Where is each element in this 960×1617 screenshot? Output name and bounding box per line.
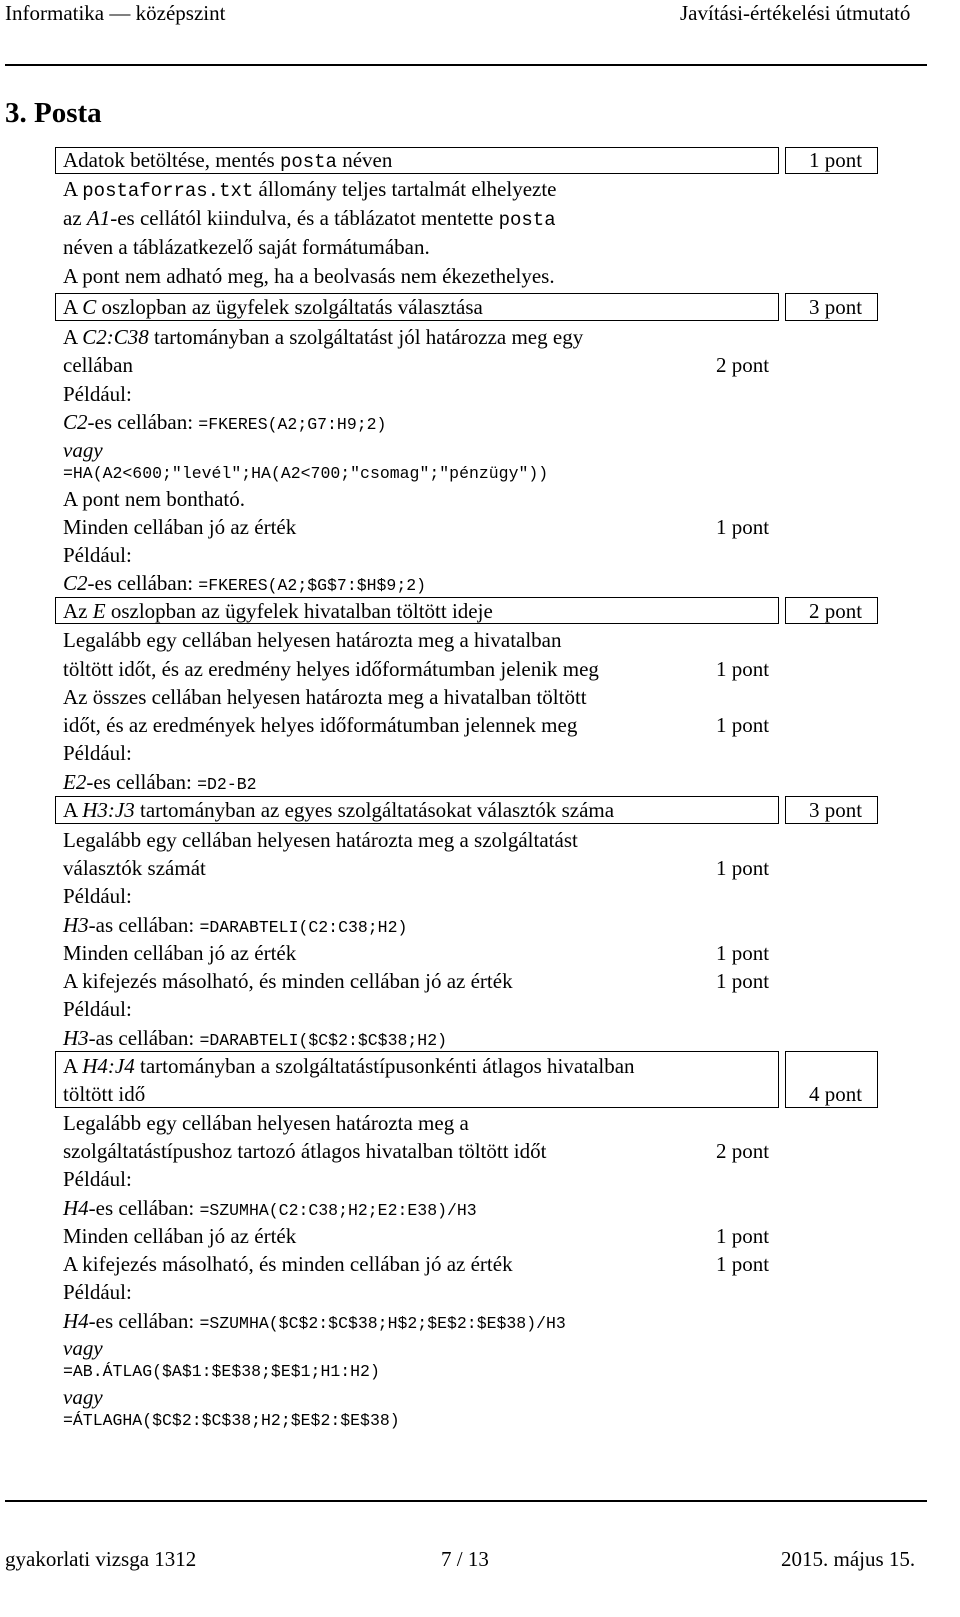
example-label: Például: <box>63 1167 132 1191</box>
header-left: Informatika — középszint <box>5 1 226 25</box>
formula-example: H3-as cellában: =DARABTELI($C$2:$C$38;H2) <box>63 1026 447 1050</box>
footer-page-number: 7 / 13 <box>441 1547 489 1571</box>
example-label: Például: <box>63 884 132 908</box>
criterion-text: cellában <box>63 353 133 377</box>
points-label: 2 pont <box>809 599 863 623</box>
criterion-text: töltött idő <box>63 1082 146 1106</box>
criterion-text: A H3:J3 tartományban az egyes szolgáltatásokat választók száma <box>63 798 615 822</box>
example-label: Például: <box>63 543 132 567</box>
or-label: vagy <box>63 1385 103 1409</box>
formula-example: =ÁTLAGHA($C$2:$C$38;H2;$E$2:$E$38) <box>63 1411 400 1430</box>
criterion-text: Az összes cellában helyesen határozta meg a hivatalban töltött <box>63 685 587 709</box>
criterion-text: A C oszlopban az ügyfelek szolgáltatás választása <box>63 295 483 319</box>
footer-date: 2015. május 15. <box>781 1547 916 1571</box>
points-label: 2 pont <box>716 1139 770 1163</box>
points-label: 1 pont <box>716 657 770 681</box>
points-label: 1 pont <box>716 1252 770 1276</box>
formula-example: H4-es cellában: =SZUMHA($C$2:$C$38;H$2;$E$2:$E$38)/H3 <box>63 1309 566 1333</box>
criterion-text: az A1-es cellától kiindulva, és a táblázatot mentette posta <box>63 206 556 231</box>
criterion-text: Legalább egy cellában helyesen határozta meg a szolgáltatást <box>63 828 578 852</box>
or-label: vagy <box>63 1336 103 1360</box>
criterion-text: A postaforras.txt állomány teljes tartalmát elhelyezte <box>63 177 557 202</box>
formula-example: E2-es cellában: =D2-B2 <box>63 770 257 794</box>
example-label: Például: <box>63 741 132 765</box>
points-label: 1 pont <box>716 1224 770 1248</box>
criterion-text: Az E oszlopban az ügyfelek hivatalban töltött ideje <box>63 599 493 623</box>
formula-example: =AB.ÁTLAG($A$1:$E$38;$E$1;H1:H2) <box>63 1362 380 1381</box>
criterion-text: választók számát <box>63 856 206 880</box>
formula-example: H3-as cellában: =DARABTELI(C2:C38;H2) <box>63 913 408 937</box>
example-label: Például: <box>63 382 132 406</box>
points-label: 1 pont <box>716 941 770 965</box>
criterion-text: Legalább egy cellában helyesen határozta meg a hivatalban <box>63 628 562 652</box>
criterion-text: szolgáltatástípushoz tartozó átlagos hivatalban töltött időt <box>63 1139 547 1163</box>
example-label: Például: <box>63 997 132 1021</box>
points-label: 1 pont <box>716 713 770 737</box>
criterion-note: A pont nem bontható. <box>63 487 245 511</box>
criterion-text: A pont nem adható meg, ha a beolvasás nem ékezethelyes. <box>63 264 555 288</box>
points-label: 1 pont <box>716 856 770 880</box>
points-label: 2 pont <box>716 353 770 377</box>
or-label: vagy <box>63 438 103 462</box>
formula-example: =HA(A2<600;"levél";HA(A2<700;"csomag";"pénzügy")) <box>63 464 549 483</box>
points-label: 3 pont <box>809 798 863 822</box>
criterion-text: Minden cellában jó az érték <box>63 515 297 539</box>
points-label: 3 pont <box>809 295 863 319</box>
criterion-text: Adatok betöltése, mentés posta néven <box>63 148 393 173</box>
criterion-text: A C2:C38 tartományban a szolgáltatást jól határozza meg egy <box>63 325 584 349</box>
footer-rule <box>5 1500 927 1502</box>
points-label: 4 pont <box>809 1082 863 1106</box>
criterion-text: töltött időt, és az eredmény helyes időformátumban jelenik meg <box>63 657 599 681</box>
criterion-text: időt, és az eredmények helyes időformátumban jelennek meg <box>63 713 578 737</box>
section-title: 3. Posta <box>5 97 102 129</box>
points-label: 1 pont <box>716 515 770 539</box>
points-label: 1 pont <box>716 969 770 993</box>
criterion-text: A kifejezés másolható, és minden cellában jó az érték <box>63 1252 513 1276</box>
header-right: Javítási-értékelési útmutató <box>680 1 911 25</box>
criterion-text: A H4:J4 tartományban a szolgáltatástípusonkénti átlagos hivatalban <box>63 1054 635 1078</box>
criterion-text: Minden cellában jó az érték <box>63 1224 297 1248</box>
criterion-text: A kifejezés másolható, és minden cellában jó az érték <box>63 969 513 993</box>
formula-example: C2-es cellában: =FKERES(A2;G7:H9;2) <box>63 410 387 434</box>
criterion-text: Legalább egy cellában helyesen határozta meg a <box>63 1111 469 1135</box>
footer-left: gyakorlati vizsga 1312 <box>5 1547 197 1571</box>
points-label: 1 pont <box>809 148 863 172</box>
formula-example: H4-es cellában: =SZUMHA(C2:C38;H2;E2:E38)/H3 <box>63 1196 477 1220</box>
header-rule <box>5 64 927 66</box>
criterion-text: néven a táblázatkezelő saját formátumában. <box>63 235 430 259</box>
criterion-text: Minden cellában jó az érték <box>63 941 297 965</box>
formula-example: C2-es cellában: =FKERES(A2;$G$7:$H$9;2) <box>63 571 427 595</box>
example-label: Például: <box>63 1280 132 1304</box>
